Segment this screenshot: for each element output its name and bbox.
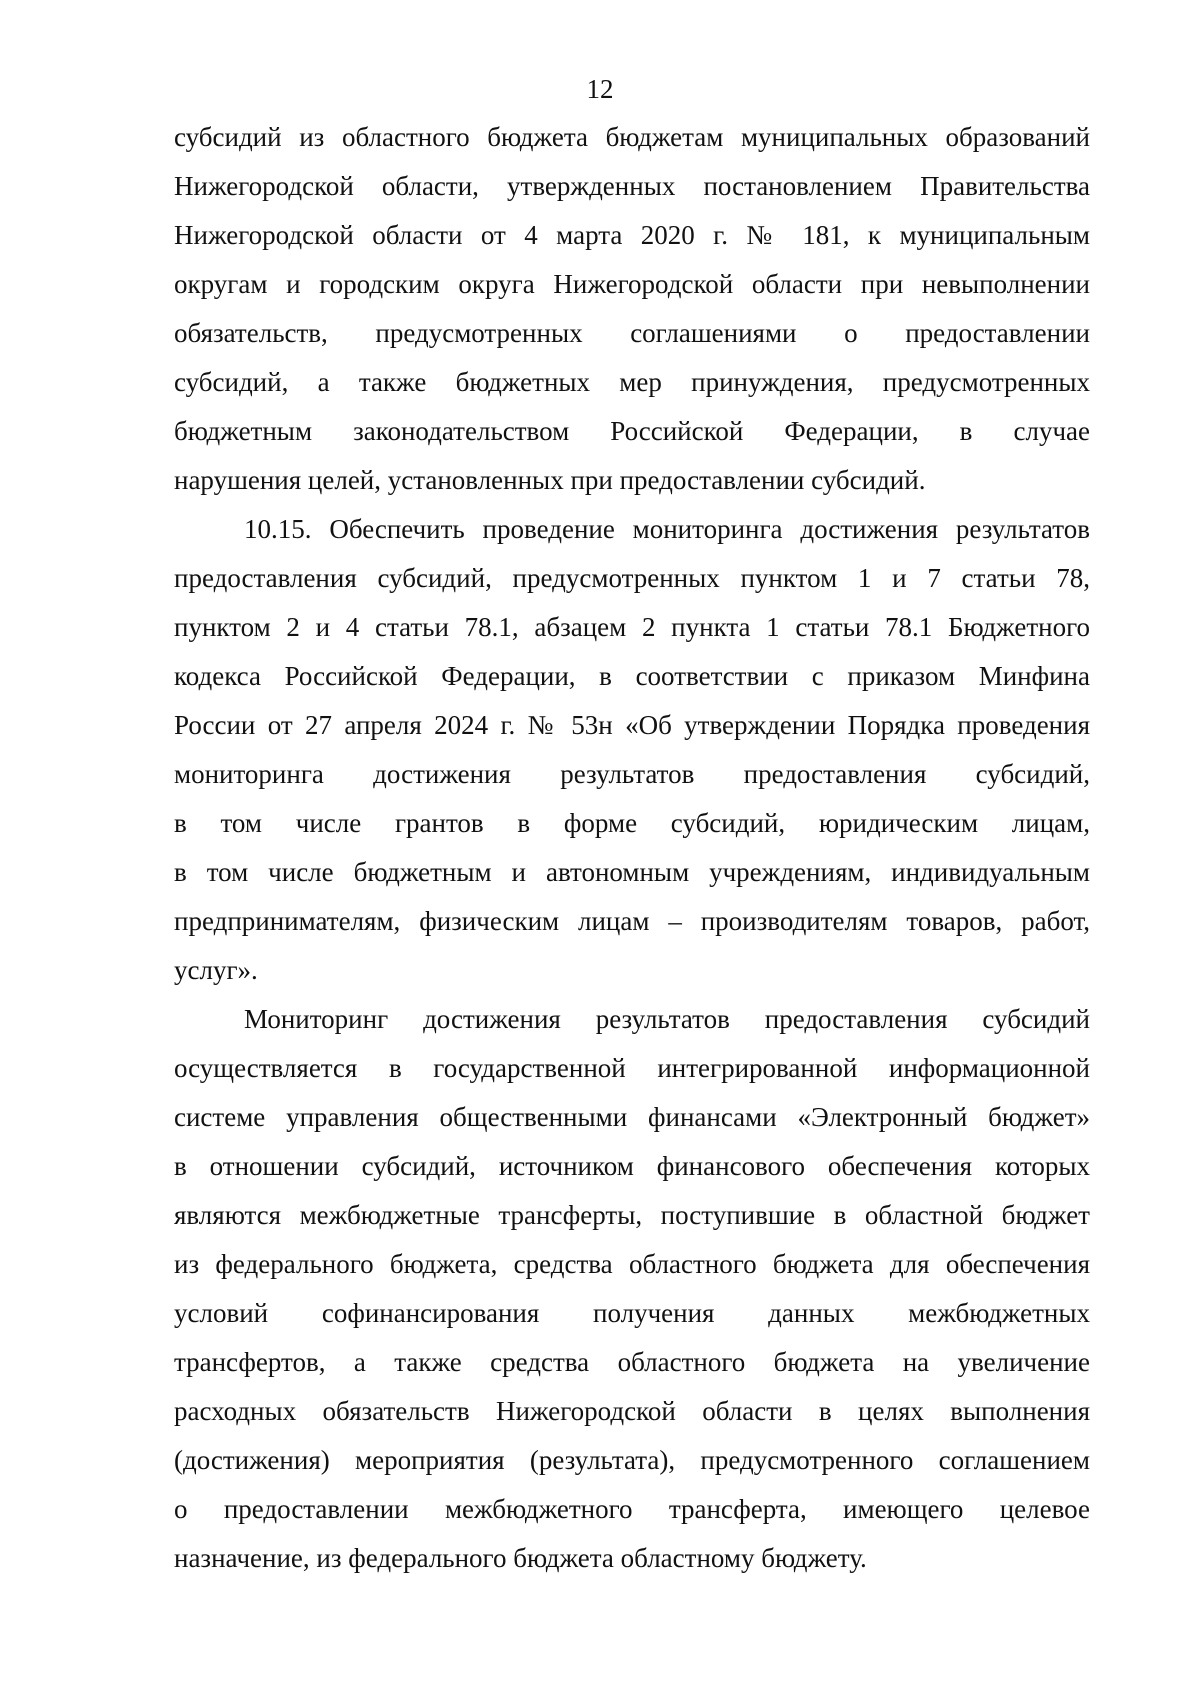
text-line: в том числе грантов в форме субсидий, юридическим лицам, [174,808,1090,838]
document-body [174,113,1090,1583]
text-line: Нижегородской области, утвержденных постановлением Правительства [174,171,1090,201]
paragraph-continuation [174,113,1090,505]
text-line: обязательств, предусмотренных соглашениями о предоставлении [174,318,1090,348]
text-line: пунктом 2 и 4 статьи 78.1, абзацем 2 пункта 1 статьи 78.1 Бюджетного [174,612,1090,642]
text-line: назначение, из федерального бюджета областному бюджету. [174,1543,867,1573]
text-line: России от 27 апреля 2024 г. № 53н «Об утверждении Порядка проведения [174,710,1090,740]
paragraph-monitoring [174,995,1090,1583]
text-line: трансфертов, а также средства областного бюджета на увеличение [174,1347,1090,1377]
text-line: в отношении субсидий, источником финансового обеспечения которых [174,1151,1090,1181]
text-line: мониторинга достижения результатов предоставления субсидий, [174,759,1090,789]
text-line: Нижегородской области от 4 марта 2020 г. № 181, к муниципальным [174,220,1090,250]
paragraph-item-10-15 [174,505,1090,995]
text-line: системе управления общественными финансами «Электронный бюджет» [174,1102,1090,1132]
text-line: осуществляется в государственной интегрированной информационной [174,1053,1090,1083]
page-number: 12 [586,74,614,104]
text-line: кодекса Российской Федерации, в соответствии с приказом Минфина [174,661,1090,691]
text-line: нарушения целей, установленных при предоставлении субсидий. [174,465,926,495]
text-line: являются межбюджетные трансферты, поступившие в областной бюджет [174,1200,1090,1230]
text-line: (достижения) мероприятия (результата), предусмотренного соглашением [174,1445,1090,1475]
text-line: услуг». [174,955,258,985]
text-line: предоставления субсидий, предусмотренных пунктом 1 и 7 статьи 78, [174,563,1090,593]
text-line: округам и городским округа Нижегородской области при невыполнении [174,269,1090,299]
text-line: предпринимателям, физическим лицам – производителям товаров, работ, [174,906,1090,936]
text-line: бюджетным законодательством Российской Федерации, в случае [174,416,1090,446]
text-line: условий софинансирования получения данных межбюджетных [174,1298,1090,1328]
text-line: о предоставлении межбюджетного трансферта, имеющего целевое [174,1494,1090,1524]
text-line: субсидий, а также бюджетных мер принуждения, предусмотренных [174,367,1090,397]
text-line: расходных обязательств Нижегородской области в целях выполнения [174,1396,1090,1426]
text-line: из федерального бюджета, средства областного бюджета для обеспечения [174,1249,1090,1279]
text-line: субсидий из областного бюджета бюджетам муниципальных образований [174,122,1090,152]
text-line: Мониторинг достижения результатов предоставления субсидий [244,1004,1090,1034]
text-line: в том числе бюджетным и автономным учреждениям, индивидуальным [174,857,1090,887]
text-line: 10.15. Обеспечить проведение мониторинга достижения результатов [244,514,1090,544]
